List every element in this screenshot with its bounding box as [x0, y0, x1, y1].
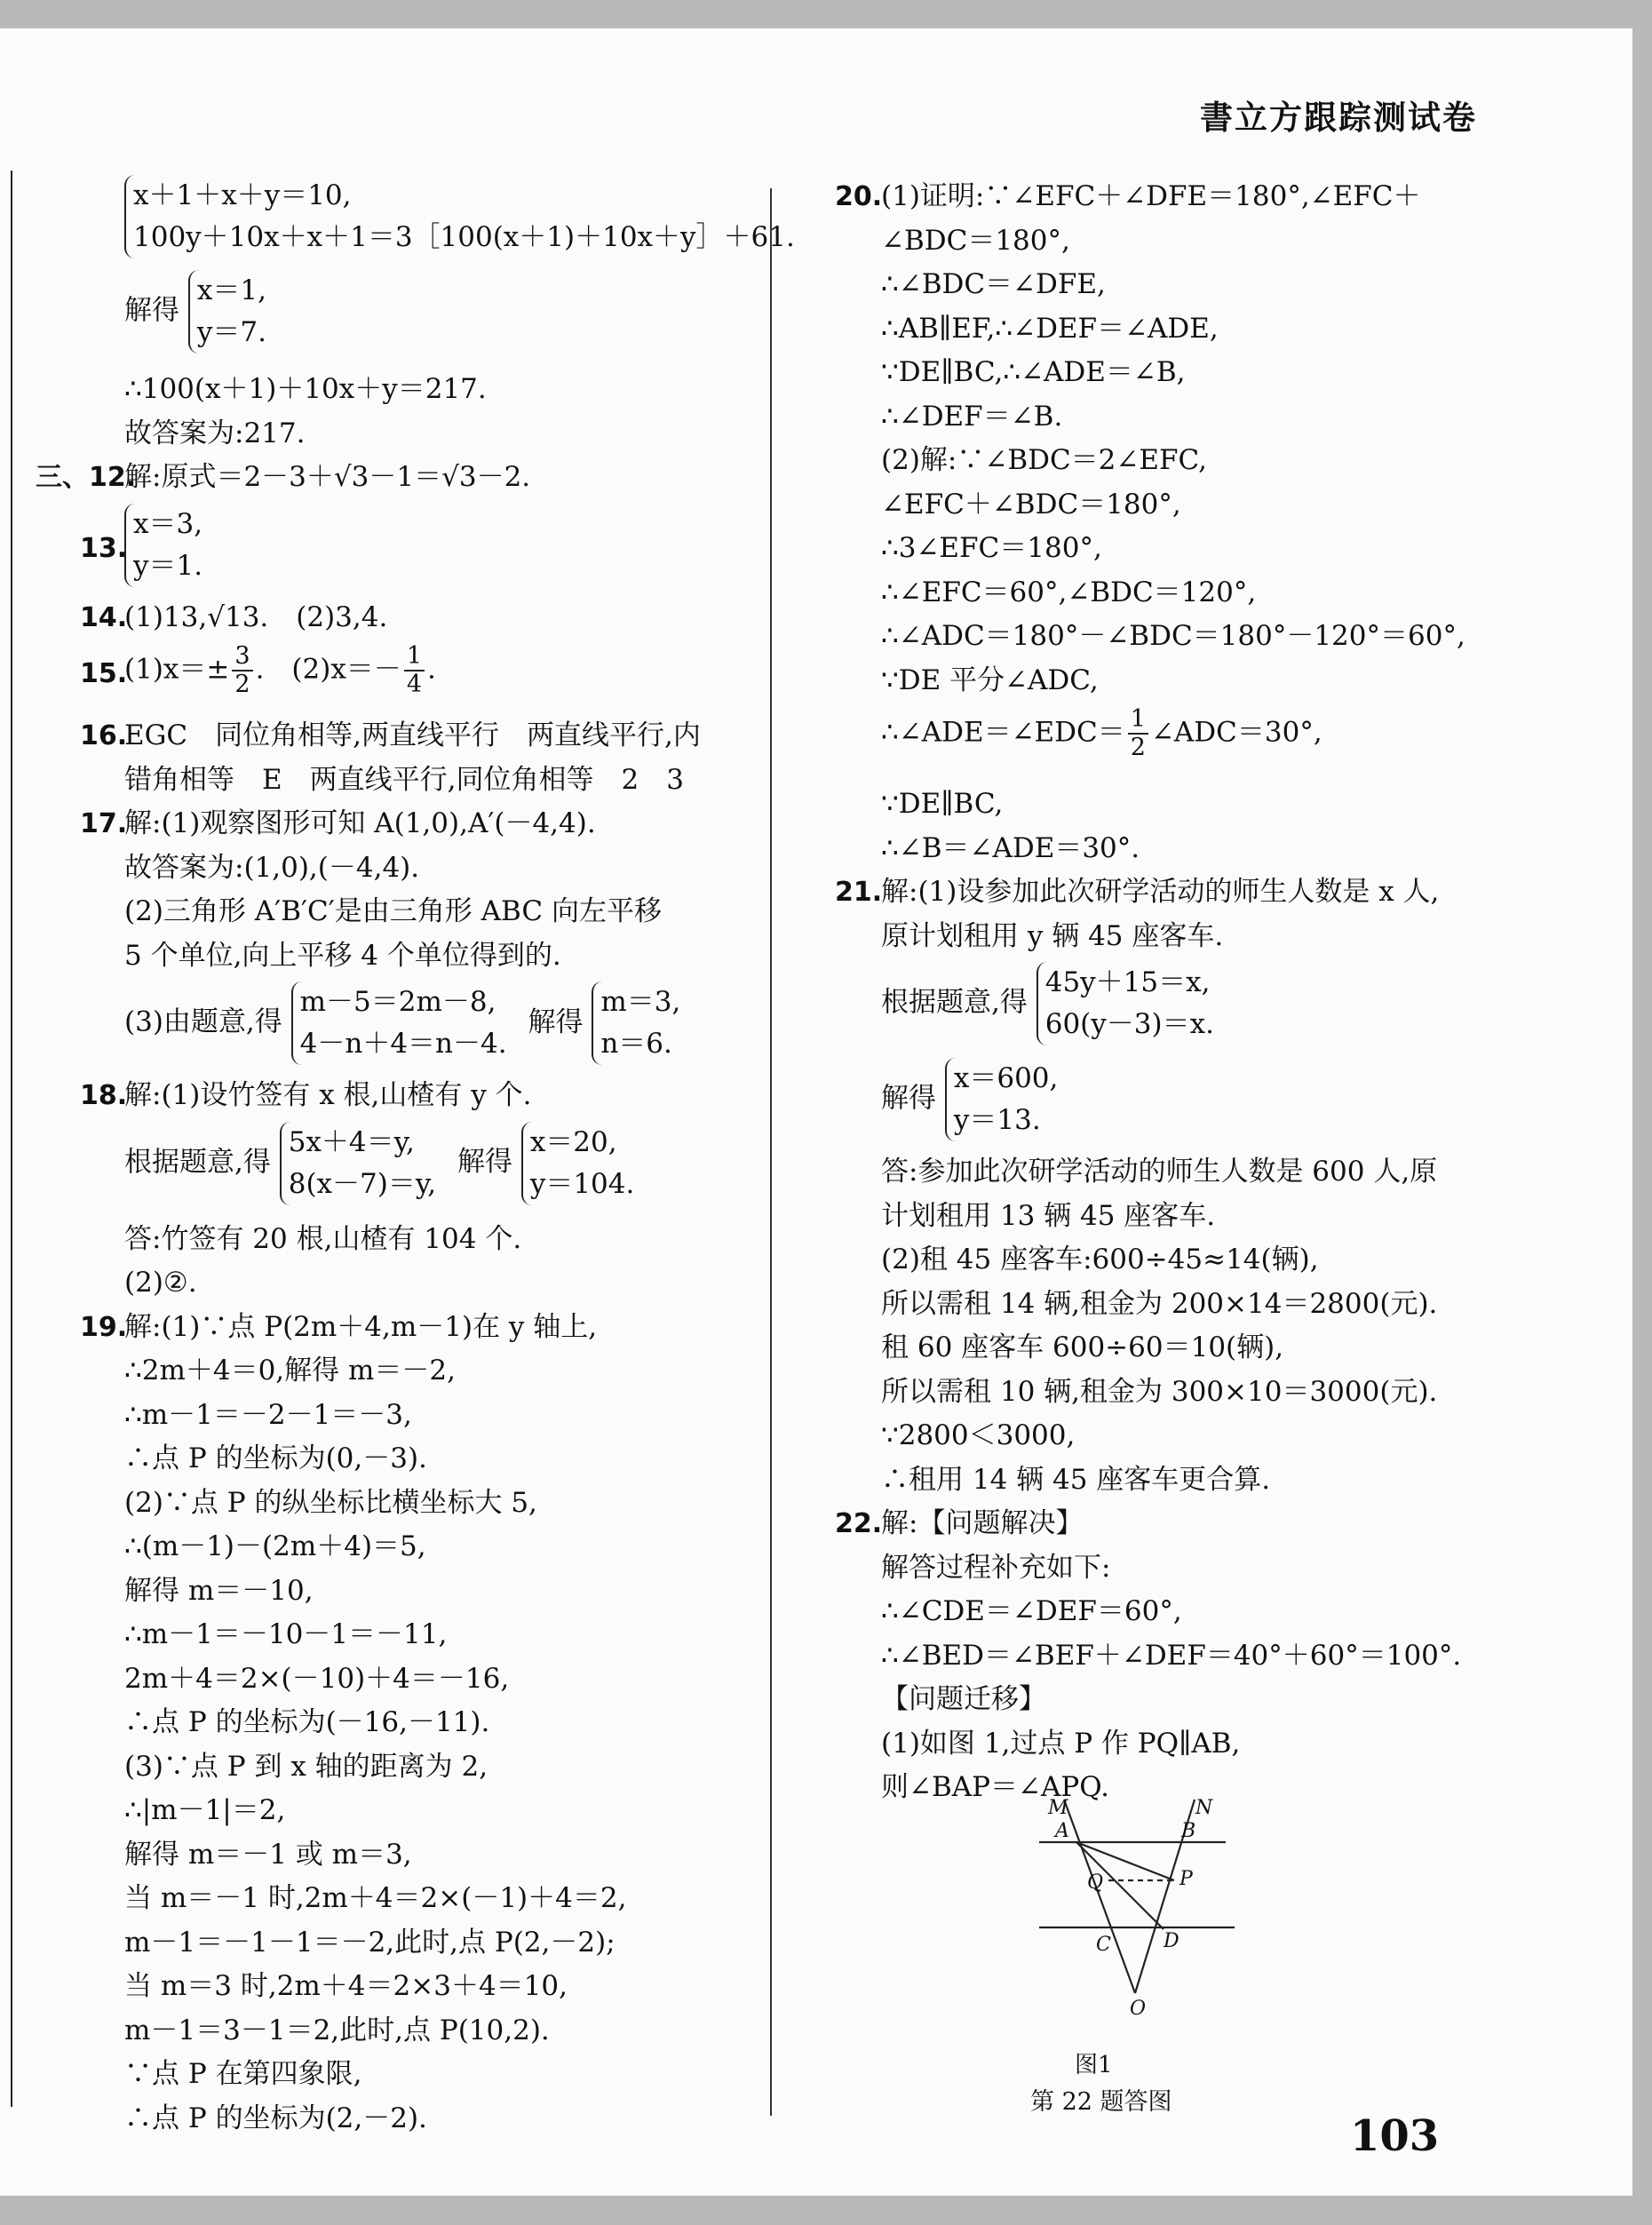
question-number: 13. [80, 532, 128, 564]
point-label: A [1055, 1820, 1069, 1842]
text-line: (2)租 45 座客车:600÷45≈14(辆), [881, 1244, 1319, 1275]
text-line: ∠EFC＋∠BDC＝180°, [881, 488, 1181, 520]
text-line: 故答案为:217. [124, 417, 306, 449]
text-line: (3)∵点 P 到 x 轴的距离为 2, [124, 1750, 488, 1783]
text-line: ∵DE 平分∠ADC, [881, 664, 1099, 696]
system-equation: (3)由题意,得 m－5＝2m－8, 4－n＋4＝n－4. 解得 m＝3, n＝6. [36, 978, 759, 1074]
page-header-title: 書立方跟踪测试卷 [1200, 99, 1477, 137]
question-number: 14. [80, 601, 128, 633]
system-equation: 根据题意,得 5x＋4＝y, 8(x－7)＝y, 解得 x＝20, y＝104. [36, 1118, 759, 1218]
question-16: 16. EGC 同位角相等,两直线平行 两直线平行,内 [36, 714, 759, 759]
text-line: ∴3∠EFC＝180°, [881, 532, 1102, 564]
point-label: C [1096, 1934, 1111, 1956]
text-line: 解得 m＝－1 或 m＝3, [124, 1838, 412, 1871]
text-line: 租 60 座客车 600÷60＝10(辆), [881, 1331, 1284, 1363]
figure-label: 图1 [1075, 2052, 1113, 2078]
text-line: ∵DE∥BC, [881, 788, 1004, 820]
text-line: ∴2m＋4＝0,解得 m＝－2, [124, 1355, 456, 1387]
system-equation: 根据题意,得 45y＋15＝x, 60(y－3)＝x. [835, 958, 1519, 1054]
point-label: M [1048, 1797, 1068, 1819]
text-line: ∴|m－1|＝2, [124, 1794, 286, 1826]
fraction: $\frac{3}{2}$ [232, 643, 252, 698]
text-line: 当 m＝3 时,2m＋4＝2×3＋4＝10, [124, 1970, 568, 2002]
text-line: 当 m＝－1 时,2m＋4＝2×(－1)＋4＝2, [124, 1882, 627, 1914]
text-line: (2)②. [124, 1267, 197, 1299]
question-number: 17. [80, 808, 128, 839]
text-line: m－1＝－1－1＝－2,此时,点 P(2,－2); [124, 1926, 616, 1959]
fraction: $\frac{1}{2}$ [1128, 706, 1148, 761]
text-line: 计划租用 13 辆 45 座客车. [881, 1199, 1216, 1232]
text-line: ∴租用 14 辆 45 座客车更合算. [881, 1463, 1271, 1496]
text-line: 2m＋4＝2×(－10)＋4＝－16, [124, 1662, 510, 1695]
text-line: ∴(m－1)－(2m＋4)＝5, [124, 1530, 426, 1562]
question-13: 13. x＝3, y＝1. [36, 500, 759, 596]
text-line: ∴∠BDC＝∠DFE, [881, 268, 1106, 300]
text-line: ∴∠CDE＝∠DEF＝60°, [881, 1595, 1182, 1627]
right-column [835, 175, 1519, 1810]
text-line: ∵点 P 在第四象限, [124, 2058, 362, 2090]
question-20: 20. (1)证明:∵∠EFC＋∠DFE＝180°,∠EFC＋ [835, 175, 1519, 219]
text-line: 原计划租用 y 辆 45 座客车. [881, 919, 1224, 952]
text-line: ∴点 P 的坐标为(2,－2). [124, 2102, 427, 2134]
text-line: ∴点 P 的坐标为(－16,－11). [124, 1706, 490, 1738]
equation-line: 100y＋10x＋x＋1＝3［100(x＋1)＋10x＋y］＋61. [133, 221, 795, 253]
text-line: 答:参加此次研学活动的师生人数是 600 人,原 [881, 1156, 1438, 1188]
equation-line: x＋1＋x＋y＝10, [133, 179, 352, 211]
text-line: 【问题迁移】 [881, 1683, 1046, 1715]
point-label: N [1195, 1797, 1213, 1819]
text-line: 解答过程补充如下: [881, 1551, 1111, 1584]
question-number: 21. [835, 877, 883, 908]
question-number: 三、12. [36, 462, 137, 493]
column-divider [770, 188, 772, 2116]
text-line: ∴∠BED＝∠BEF＋∠DEF＝40°＋60°＝100°. [881, 1639, 1462, 1672]
text-line: (2)∵点 P 的纵坐标比横坐标大 5, [124, 1486, 537, 1519]
left-column [36, 175, 795, 2141]
text-line: ∴100(x＋1)＋10x＋y＝217. [124, 373, 487, 405]
system-equation: 解得 x＝600, y＝13. [835, 1054, 1519, 1150]
text-line: ∴∠ADC＝180°－∠BDC＝180°－120°＝60°, [881, 620, 1465, 652]
point-label: B [1181, 1820, 1196, 1842]
point-label: D [1164, 1930, 1179, 1952]
question-15: 15. (1)x＝± $\frac{3}{2}$ . (2)x＝－ $\frac{1}{4}$ . [80, 642, 436, 698]
question-14: 14. (1)13,√13. (2)3,4. [36, 596, 759, 640]
text-line: ∴m－1＝－2－1＝－3, [124, 1398, 412, 1431]
fraction: $\frac{1}{4}$ [404, 643, 425, 698]
text-line: ∴点 P 的坐标为(0,－3). [124, 1442, 427, 1474]
text-line: 答:竹签有 20 根,山楂有 104 个. [124, 1222, 522, 1255]
question-12: 三、12. 解:原式＝2－3＋√3－1＝√3－2. [36, 456, 759, 500]
text-line: (2)三角形 A′B′C′是由三角形 ABC 向左平移 [124, 895, 662, 927]
geometry-figure [1021, 1796, 1270, 2036]
page-number: 103 [1350, 2111, 1440, 2161]
solution-line: 解得 x＝1, y＝7. [36, 266, 759, 368]
margin-rule [11, 171, 12, 2107]
text-line: 解得 m＝－10, [124, 1574, 314, 1607]
text-line: 所以需租 10 辆,租金为 300×10＝3000(元). [881, 1375, 1438, 1408]
text-line: 错角相等 E 两直线平行,同位角相等 2 3 [124, 763, 684, 796]
question-number: 16. [80, 720, 128, 751]
fraction-line: ∴∠ADE＝∠EDC＝ $\frac{1}{2}$ ∠ADC＝30°, [881, 705, 1322, 761]
question-22: 22. 解:【问题解决】 [835, 1502, 1519, 1546]
text-line: ∴∠EFC＝60°,∠BDC＝120°, [881, 576, 1257, 608]
question-number: 19. [80, 1311, 128, 1343]
text-line: ∴m－1＝－10－1＝－11, [124, 1618, 448, 1650]
point-label: O [1130, 1998, 1147, 2020]
text-line: ∴AB∥EF,∴∠DEF＝∠ADE, [881, 312, 1219, 345]
text-line: 故答案为:(1,0),(－4,4). [124, 851, 420, 884]
figure-caption: 第 22 题答图 [1030, 2088, 1172, 2116]
text-line: 所以需租 14 辆,租金为 200×14＝2800(元). [881, 1287, 1438, 1320]
system-equation [36, 175, 795, 266]
text-line: (2)解:∵∠BDC＝2∠EFC, [881, 444, 1207, 476]
text-line: ∵2800＜3000, [881, 1419, 1076, 1451]
point-label: Q [1087, 1871, 1104, 1894]
text-line: ∴∠B＝∠ADE＝30°. [881, 831, 1140, 864]
page [0, 28, 1632, 2196]
text-line: 5 个单位,向上平移 4 个单位得到的. [124, 939, 561, 972]
text-line: m－1＝3－1＝2,此时,点 P(10,2). [124, 2014, 550, 2046]
text-line: (1)如图 1,过点 P 作 PQ∥AB, [881, 1727, 1241, 1760]
line-mo [1064, 1800, 1135, 1993]
question-number: 20. [835, 181, 883, 212]
question-18: 18. 解:(1)设竹签有 x 根,山楂有 y 个. [36, 1074, 759, 1118]
question-21: 21. 解:(1)设参加此次研学活动的师生人数是 x 人, [835, 870, 1519, 915]
point-label: P [1179, 1868, 1193, 1890]
text-line: ∴∠DEF＝∠B. [881, 400, 1063, 433]
text-line: ∠BDC＝180°, [881, 224, 1070, 257]
question-19: 19. 解:(1)∵点 P(2m＋4,m－1)在 y 轴上, [36, 1306, 759, 1350]
question-number: 22. [835, 1508, 883, 1539]
text-line: 则∠BAP＝∠APQ. [881, 1771, 1109, 1803]
question-number: 18. [80, 1080, 128, 1111]
question-17: 17. 解:(1)观察图形可知 A(1,0),A′(－4,4). [36, 802, 759, 846]
text-line: ∵DE∥BC,∴∠ADE＝∠B, [881, 356, 1186, 388]
question-number: 15. [80, 658, 128, 689]
